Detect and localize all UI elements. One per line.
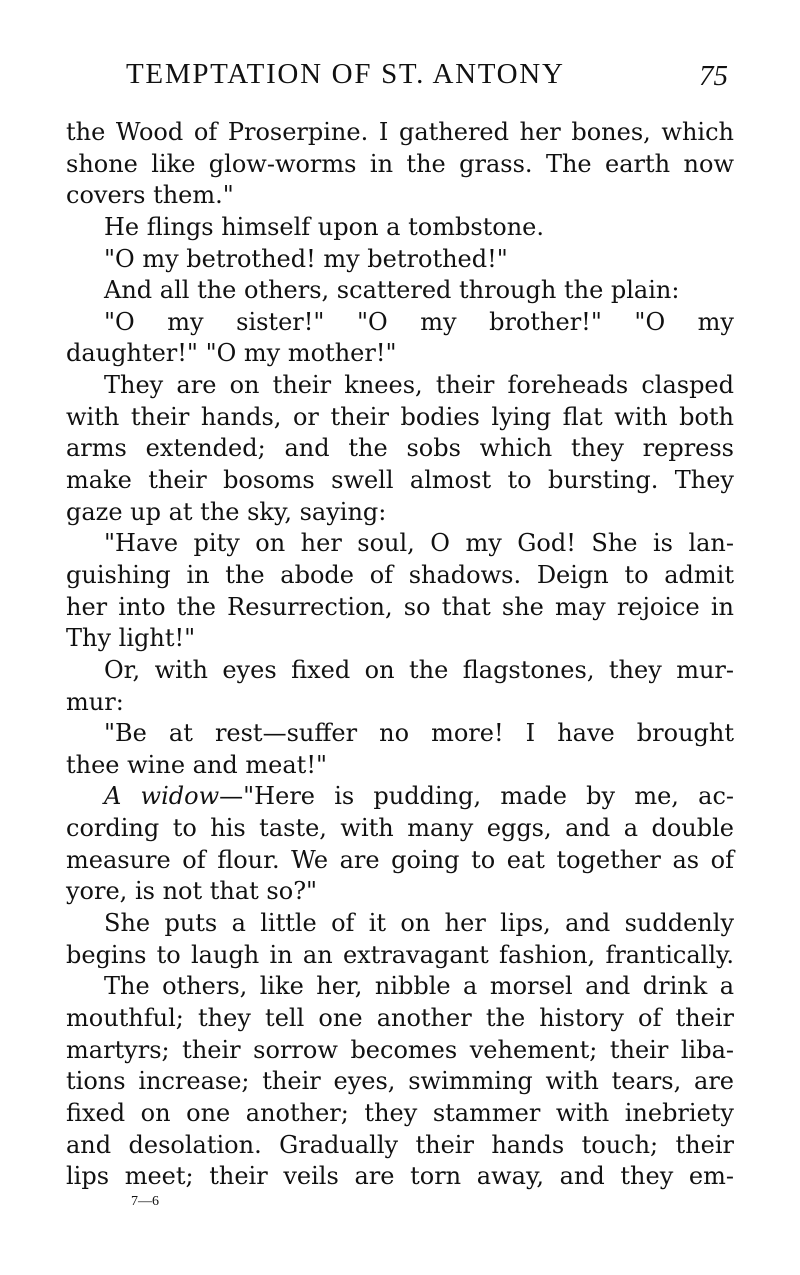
text-line: And all the others, scattered through the plain:	[104, 276, 680, 305]
text-line: begins to laugh in an extravagant fashion, frantically.	[66, 940, 734, 969]
text-line: He flings himself upon a tombstone.	[104, 212, 545, 241]
running-title: TEMPTATION OF ST. ANTONY	[126, 58, 565, 90]
text-line: gaze up at the sky, saying:	[66, 497, 387, 526]
text-line: They are on their knees, their foreheads clasped	[104, 371, 734, 400]
text-line: martyrs; their sorrow becomes vehement; their liba-	[66, 1035, 734, 1064]
text-line: covers them."	[66, 181, 234, 210]
page-header	[126, 58, 736, 98]
text-line: The others, like her, nibble a morsel and drink a	[104, 972, 734, 1001]
text-line: guishing in the abode of shadows. Deign to admit	[66, 560, 734, 589]
body-text	[66, 117, 734, 1193]
text-line: mur:	[66, 687, 124, 716]
text-line: "O my betrothed! my betrothed!"	[104, 244, 508, 273]
text-line: lips meet; their veils are torn away, and they em-	[66, 1162, 734, 1191]
text-line: make their bosoms swell almost to bursting. They	[66, 466, 734, 495]
speaker-label: A widow	[104, 782, 220, 811]
text-line: She puts a little of it on her lips, and suddenly	[104, 909, 734, 938]
text-line: arms extended; and the sobs which they repress	[66, 434, 734, 463]
signature-mark: 7—6	[131, 1194, 159, 1209]
text-line: and desolation. Gradually their hands touch; their	[66, 1130, 734, 1159]
text-line: "Be at rest—suffer no more! I have brought	[104, 719, 734, 748]
text-line: yore, is not that so?"	[66, 877, 318, 906]
text-line: Thy light!"	[66, 624, 196, 653]
page-number: 75	[699, 60, 728, 92]
text-line: mouthful; they tell one another the history of their	[66, 1003, 734, 1032]
text-line: measure of flour. We are going to eat together as of	[66, 845, 734, 874]
text-line: Or, with eyes fixed on the flagstones, they mur-	[104, 655, 734, 684]
text-line: the Wood of Proserpine. I gathered her bones, which	[66, 118, 734, 146]
widow-line	[66, 781, 734, 813]
text-line: daughter!" "O my mother!"	[66, 339, 397, 368]
widow-line-text: —"Here is pudding, made by me, ac-	[219, 782, 734, 811]
text-line: fixed on one another; they stammer with inebriety	[66, 1098, 734, 1127]
text-line: thee wine and meat!"	[66, 750, 327, 779]
text-line: tions increase; their eyes, swimming with tears, are	[66, 1067, 734, 1096]
text-line: with their hands, or their bodies lying flat with both	[66, 402, 734, 431]
text-line: cording to his taste, with many eggs, and a double	[66, 814, 734, 843]
text-line: "O my sister!" "O my brother!" "O my	[104, 307, 734, 336]
text-line: shone like glow-worms in the grass. The earth now	[66, 149, 734, 178]
text-line: "Have pity on her soul, O my God! She is lan-	[104, 529, 734, 558]
text-line: her into the Resurrection, so that she may rejoice in	[66, 592, 734, 621]
